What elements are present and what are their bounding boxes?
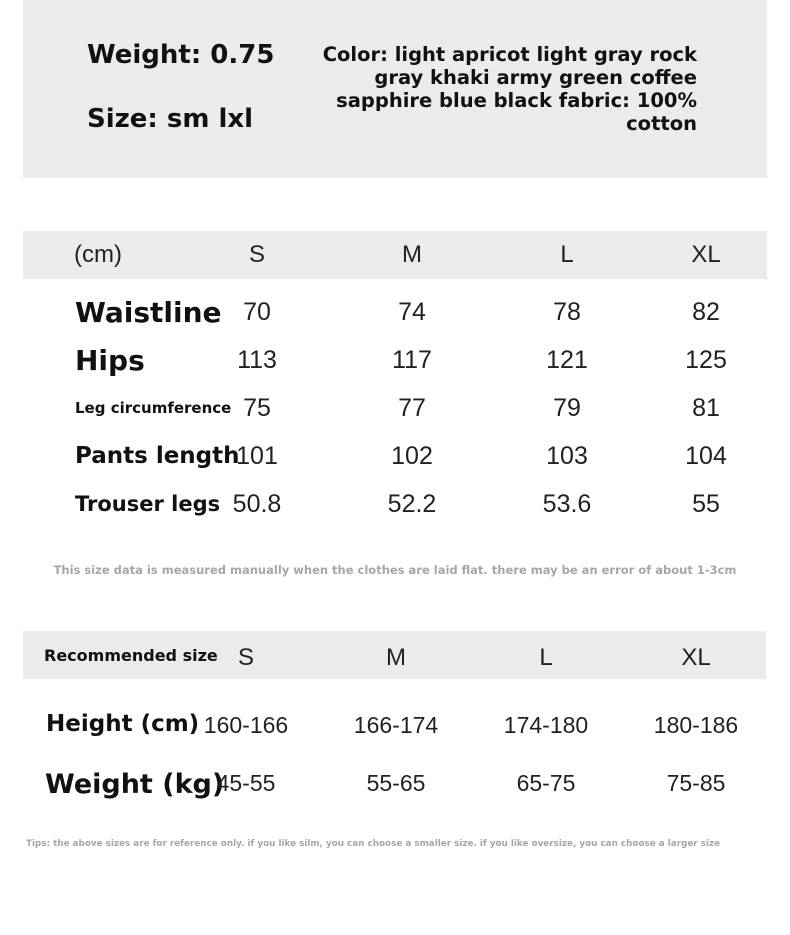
row-label: Weight (kg) — [45, 769, 225, 800]
table-cell: 50.8 — [232, 490, 282, 518]
table-cell: 81 — [692, 394, 720, 422]
rec-column-xl: XL — [681, 644, 711, 671]
size-column-s: S — [248, 241, 266, 268]
table-cell: 52.2 — [387, 490, 437, 518]
table-cell: 121 — [546, 346, 588, 374]
color-line: cotton — [626, 112, 697, 135]
table-cell: 82 — [692, 298, 720, 326]
table-cell: 53.6 — [542, 490, 592, 518]
size-table-header — [23, 231, 767, 279]
table-cell: 102 — [391, 442, 433, 470]
table-cell: 65-75 — [516, 770, 576, 796]
table-cell: 104 — [685, 442, 727, 470]
table-cell: 55-65 — [366, 770, 426, 796]
table-cell: 160-166 — [203, 712, 289, 738]
row-label: Leg circumference — [75, 399, 232, 417]
table-cell: 101 — [236, 442, 278, 470]
sizing-tips: Tips: the above sizes are for reference only. if you like silm, you can choose a smaller size. if you like oversize, you can choose a larger size — [26, 839, 721, 849]
table-cell: 117 — [392, 346, 432, 374]
table-cell: 113 — [237, 346, 277, 374]
row-label: Hips — [75, 344, 145, 377]
row-label: Height (cm) — [46, 711, 200, 737]
size-text: Size: sm lxl — [87, 104, 254, 134]
product-info-panel — [23, 0, 767, 178]
color-line: Color: light apricot light gray rock — [322, 43, 697, 66]
table-cell: 77 — [398, 394, 426, 422]
color-line: sapphire blue black fabric: 100% — [336, 89, 697, 112]
measurement-note: This size data is measured manually when the clothes are laid flat. there may be an error of about 1-3cm — [53, 563, 737, 577]
rec-column-s: S — [237, 644, 255, 671]
size-column-m: M — [402, 241, 422, 268]
table-cell: 70 — [243, 298, 271, 326]
weight-text: Weight: 0.75 — [87, 40, 275, 70]
table-cell: 125 — [685, 346, 727, 374]
recommended-size-label: Recommended size — [44, 646, 218, 665]
color-line: gray khaki army green coffee — [374, 66, 697, 89]
table-cell: 75 — [243, 394, 271, 422]
rec-column-m: M — [386, 644, 406, 671]
table-cell: 75-85 — [666, 770, 726, 796]
table-cell: 74 — [398, 298, 426, 326]
table-cell: 180-186 — [653, 712, 739, 738]
unit-label: (cm) — [74, 241, 122, 268]
table-cell: 79 — [553, 394, 581, 422]
size-column-xl: XL — [691, 241, 721, 268]
table-cell: 78 — [553, 298, 581, 326]
row-label: Pants length — [75, 443, 240, 469]
row-label: Waistline — [75, 296, 222, 329]
table-cell: 103 — [546, 442, 588, 470]
table-cell: 45-55 — [216, 770, 276, 796]
size-column-l: L — [560, 241, 574, 268]
table-cell: 55 — [692, 490, 720, 518]
row-label: Trouser legs — [75, 492, 221, 516]
table-cell: 174-180 — [503, 712, 589, 738]
table-cell: 166-174 — [353, 712, 439, 738]
color-fabric-text — [307, 43, 697, 135]
rec-column-l: L — [539, 644, 553, 671]
